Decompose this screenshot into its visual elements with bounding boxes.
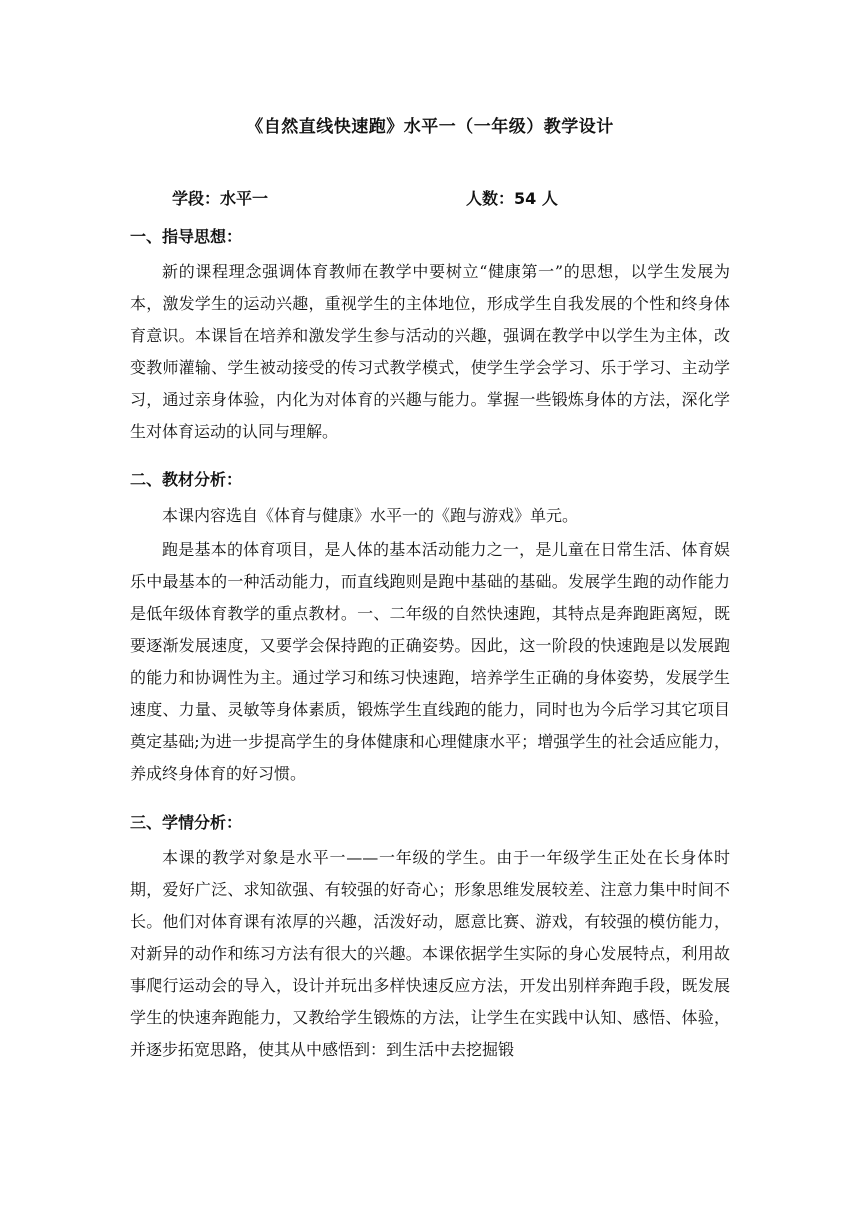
meta-count	[466, 186, 558, 209]
count-value: 54 人	[514, 189, 558, 208]
paragraph-material-analysis: 跑是基本的体育项目，是人体的基本活动能力之一，是儿童在日常生活、体育娱乐中最基本的一种活动能力，而直线跑则是跑中基础的基础。发展学生跑的动作能力是低年级体育教学的重点教材。一、二年级的自然快速跑，其特点是奔跑距离短，既要逐渐发展速度，又要学会保持跑的正确姿势。因此，这一阶段的快速跑是以发展跑的能力和协调性为主。通过学习和练习快速跑，培养学生正确的身体姿势，发展学生速度、力量、灵敏等身体素质，锻炼学生直线跑的能力，同时也为今后学习其它项目奠定基础;为进一步提高学生的身体健康和心理健康水平；增强学生的社会适应能力，养成终身体育的好习惯。	[130, 540, 730, 783]
meta-stage	[172, 186, 268, 209]
section-heading-learner-analysis: 三、学情分析：	[130, 813, 243, 832]
paragraph-material-source: 本课内容选自《体育与健康》水平一的《跑与游戏》单元。	[162, 506, 579, 525]
document-title: 《自然直线快速跑》水平一（一年级）教学设计	[246, 117, 614, 137]
paragraph-learner-analysis: 本课的教学对象是水平一——一年级的学生。由于一年级学生正处在长身体时期，爱好广泛、求知欲强、有较强的好奇心；形象思维发展较差、注意力集中时间不长。他们对体育课有浓厚的兴趣，活泼好动，愿意比赛、游戏，有较强的模仿能力，对新异的动作和练习方法有很大的兴趣。本课依据学生实际的身心发展特点，利用故事爬行运动会的导入，设计并玩出多样快速反应方法，开发出别样奔跑手段，既发展学生的快速奔跑能力，又教给学生锻炼的方法，让学生在实践中认知、感悟、体验，并逐步拓宽思路，使其从中感悟到：到生活中去挖掘锻	[130, 848, 730, 1059]
count-label: 人数：	[466, 189, 515, 208]
section-heading-guiding-ideology: 一、指导思想：	[130, 227, 243, 246]
paragraph-guiding-ideology: 新的课程理念强调体育教师在教学中要树立“健康第一”的思想，以学生发展为本，激发学生的运动兴趣，重视学生的主体地位，形成学生自我发展的个性和终身体育意识。本课旨在培养和激发学生参与活动的兴趣，强调在教学中以学生为主体，改变教师灌输、学生被动接受的传习式教学模式，使学生学会学习、乐于学习、主动学习，通过亲身体验，内化为对体育的兴趣与能力。掌握一些锻炼身体的方法，深化学生对体育运动的认同与理解。	[130, 262, 730, 441]
stage-value: 水平一	[220, 189, 269, 208]
stage-label: 学段：	[172, 189, 221, 208]
section-heading-material-analysis: 二、教材分析：	[130, 470, 243, 489]
